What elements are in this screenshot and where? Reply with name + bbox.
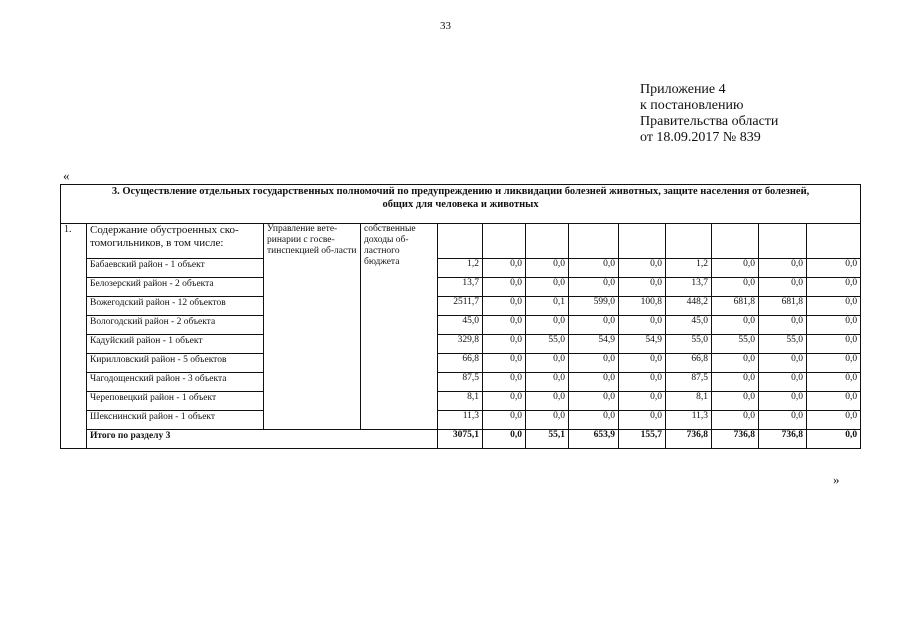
value-cell: 0,0 [759, 392, 807, 411]
empty-cell [666, 224, 712, 259]
value-cell: 55,1 [526, 430, 569, 449]
closing-quote: » [833, 472, 840, 487]
value-cell: 0,0 [807, 297, 861, 316]
district-label: Кирилловский район - 5 объектов [87, 354, 264, 373]
value-cell: 0,0 [569, 373, 619, 392]
value-cell: 3075,1 [438, 430, 483, 449]
table-row [61, 278, 861, 297]
value-cell: 0,0 [759, 259, 807, 278]
value-cell: 87,5 [438, 373, 483, 392]
value-cell: 0,0 [807, 392, 861, 411]
empty-cell [526, 224, 569, 259]
value-cell: 0,0 [569, 411, 619, 430]
value-cell: 0,0 [619, 259, 666, 278]
value-cell: 0,0 [807, 430, 861, 449]
annex-line: Приложение 4 [640, 82, 726, 97]
value-cell: 55,0 [666, 335, 712, 354]
empty-cell [483, 224, 526, 259]
value-cell: 0,0 [569, 354, 619, 373]
budget-table [60, 184, 861, 449]
value-cell: 55,0 [712, 335, 759, 354]
district-label: Кадуйский район - 1 объект [87, 335, 264, 354]
total-row [61, 430, 861, 449]
value-cell: 0,0 [526, 354, 569, 373]
value-cell: 0,0 [483, 278, 526, 297]
section-title-line: 3. Осуществление отдельных государственных полномочий по предупреждению и ликвидации болезней животных, защите населения от болезней, [111, 186, 810, 197]
empty-cell [619, 224, 666, 259]
item-index: 1. [61, 224, 87, 449]
table-row [61, 411, 861, 430]
value-cell: 54,9 [619, 335, 666, 354]
empty-cell [759, 224, 807, 259]
value-cell: 0,0 [526, 278, 569, 297]
value-cell: 0,0 [807, 411, 861, 430]
value-cell: 11,3 [666, 411, 712, 430]
value-cell: 0,0 [483, 392, 526, 411]
value-cell: 736,8 [666, 430, 712, 449]
annex-line: к постановлению [640, 98, 744, 113]
value-cell: 0,0 [619, 354, 666, 373]
annex-block [640, 82, 778, 146]
district-label: Шекснинский район - 1 объект [87, 411, 264, 430]
value-cell: 13,7 [666, 278, 712, 297]
value-cell: 653,9 [569, 430, 619, 449]
annex-line: от 18.09.2017 № 839 [640, 130, 761, 145]
value-cell: 0,0 [759, 373, 807, 392]
value-cell: 681,8 [712, 297, 759, 316]
value-cell: 0,0 [712, 316, 759, 335]
value-cell: 0,0 [483, 259, 526, 278]
value-cell: 54,9 [569, 335, 619, 354]
item-label: Содержание обустроенных ско-томогильников, в том числе: [87, 224, 264, 259]
value-cell: 0,1 [526, 297, 569, 316]
empty-cell [438, 224, 483, 259]
value-cell: 8,1 [438, 392, 483, 411]
value-cell: 0,0 [619, 411, 666, 430]
value-cell: 0,0 [569, 316, 619, 335]
value-cell: 0,0 [483, 354, 526, 373]
empty-cell [569, 224, 619, 259]
table-row [61, 373, 861, 392]
value-cell: 0,0 [619, 278, 666, 297]
value-cell: 0,0 [712, 373, 759, 392]
value-cell: 0,0 [759, 411, 807, 430]
executor-cell: Управление вете-ринарии с госве-тинспекцией об-ласти [264, 224, 361, 430]
table-row [61, 354, 861, 373]
value-cell: 0,0 [807, 354, 861, 373]
value-cell: 0,0 [712, 354, 759, 373]
value-cell: 736,8 [712, 430, 759, 449]
value-cell: 0,0 [483, 373, 526, 392]
table-row [61, 392, 861, 411]
value-cell: 0,0 [619, 373, 666, 392]
value-cell: 0,0 [619, 316, 666, 335]
district-label: Вожегодский район - 12 объектов [87, 297, 264, 316]
value-cell: 0,0 [759, 354, 807, 373]
value-cell: 1,2 [666, 259, 712, 278]
value-cell: 11,3 [438, 411, 483, 430]
value-cell: 45,0 [666, 316, 712, 335]
value-cell: 0,0 [807, 278, 861, 297]
page-number: 33 [440, 20, 451, 32]
district-label: Белозерский район - 2 объекта [87, 278, 264, 297]
value-cell: 0,0 [619, 392, 666, 411]
value-cell: 0,0 [712, 392, 759, 411]
district-label: Вологодский район - 2 объекта [87, 316, 264, 335]
value-cell: 0,0 [807, 373, 861, 392]
value-cell: 0,0 [807, 259, 861, 278]
value-cell: 66,8 [438, 354, 483, 373]
value-cell: 100,8 [619, 297, 666, 316]
value-cell: 0,0 [712, 278, 759, 297]
table-row [61, 297, 861, 316]
value-cell: 66,8 [666, 354, 712, 373]
value-cell: 681,8 [759, 297, 807, 316]
value-cell: 0,0 [526, 259, 569, 278]
value-cell: 329,8 [438, 335, 483, 354]
value-cell: 0,0 [759, 278, 807, 297]
table-row [61, 335, 861, 354]
value-cell: 0,0 [483, 335, 526, 354]
value-cell: 0,0 [569, 259, 619, 278]
value-cell: 0,0 [483, 430, 526, 449]
value-cell: 448,2 [666, 297, 712, 316]
table-row [61, 259, 861, 278]
value-cell: 0,0 [759, 316, 807, 335]
value-cell: 0,0 [569, 278, 619, 297]
value-cell: 13,7 [438, 278, 483, 297]
opening-quote: « [63, 168, 70, 183]
section-title-line: общих для человека и животных [382, 199, 539, 210]
table-row [61, 316, 861, 335]
total-label: Итого по разделу 3 [87, 430, 438, 449]
value-cell: 0,0 [526, 411, 569, 430]
district-label: Бабаевский район - 1 объект [87, 259, 264, 278]
value-cell: 599,0 [569, 297, 619, 316]
value-cell: 0,0 [807, 335, 861, 354]
annex-line: Правительства области [640, 114, 779, 129]
value-cell: 736,8 [759, 430, 807, 449]
value-cell: 0,0 [483, 411, 526, 430]
value-cell: 155,7 [619, 430, 666, 449]
value-cell: 0,0 [483, 316, 526, 335]
value-cell: 0,0 [807, 316, 861, 335]
empty-cell [712, 224, 759, 259]
funding-source-cell: собственные доходы об-ластного бюджета [361, 224, 438, 430]
value-cell: 8,1 [666, 392, 712, 411]
value-cell: 45,0 [438, 316, 483, 335]
value-cell: 0,0 [712, 411, 759, 430]
value-cell: 0,0 [712, 259, 759, 278]
value-cell: 0,0 [483, 297, 526, 316]
value-cell: 0,0 [569, 392, 619, 411]
district-label: Череповецкий район - 1 объект [87, 392, 264, 411]
empty-cell [807, 224, 861, 259]
value-cell: 0,0 [526, 373, 569, 392]
value-cell: 2511,7 [438, 297, 483, 316]
value-cell: 87,5 [666, 373, 712, 392]
value-cell: 0,0 [526, 316, 569, 335]
value-cell: 55,0 [759, 335, 807, 354]
value-cell: 55,0 [526, 335, 569, 354]
section-title [61, 185, 861, 224]
value-cell: 0,0 [526, 392, 569, 411]
district-label: Чагодощенский район - 3 объекта [87, 373, 264, 392]
value-cell: 1,2 [438, 259, 483, 278]
